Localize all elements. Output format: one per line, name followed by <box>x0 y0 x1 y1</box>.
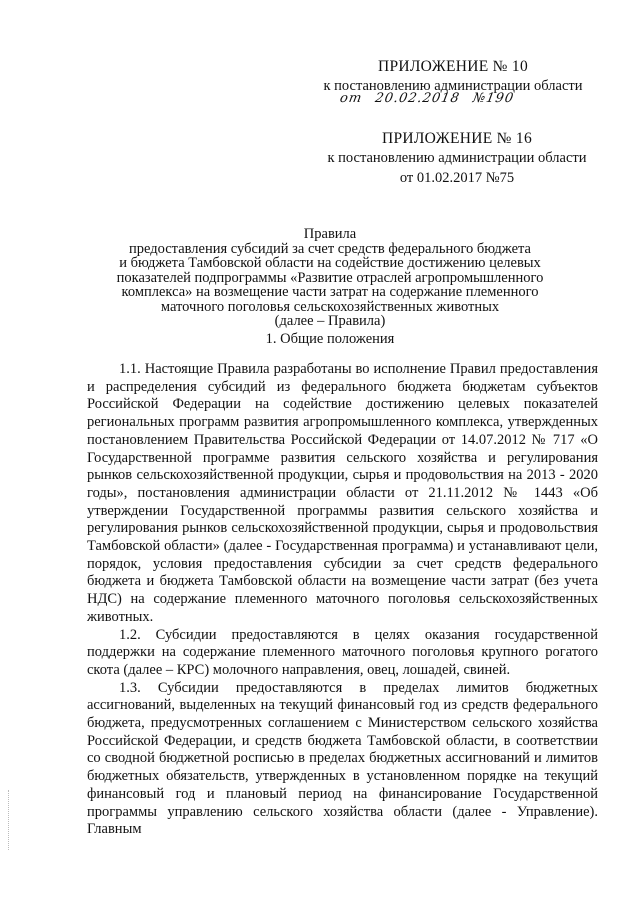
title-line: комплекса» на возмещение части затрат на содержание племенного <box>121 284 539 300</box>
title-line: и бюджета Тамбовской области на содействие достижению целевых <box>119 255 541 271</box>
paragraph-1-3: 1.3. Субсидии предоставляются в пределах лимитов бюджетных ассигнований, выделенных на текущий финансовый год из средств федерального бюджета, предусмотренных соглашением с Министерством сельского хозяйства Российской Федерации, и средств бюджета Тамбовской области, в соответствии со сводной бюджетной росписью в пределах бюджетных ассигнований и лимитов бюджетных обязательств, утвержденных в установленном порядке на текущий финансовый год и плановый период на финансирование Государственной программы управлению сельского хозяйства области (далее - Управление). Главным <box>87 679 598 838</box>
title-line: маточного поголовья сельскохозяйственных животных <box>160 298 500 315</box>
title-line: предоставления субсидий за счет средств федерального бюджета <box>129 240 531 257</box>
document-title <box>100 227 560 329</box>
appendix-16-title: ПРИЛОЖЕНИЕ № 16 <box>381 130 533 147</box>
section-heading: 1. Общие положения <box>265 331 395 347</box>
paragraph-1-2: 1.2. Субсидии предоставляются в целях оказания государственной поддержки на содержание племенного маточного поголовья крупного рогатого скота (далее – КРС) молочного направления, овец, лошадей, свиней. <box>87 626 598 678</box>
section-body <box>87 361 598 839</box>
appendix-16-date: от 01.02.2017 №75 <box>399 170 515 186</box>
appendix-16-block <box>322 130 592 188</box>
handwritten-date-number: от 20.02.2018 №190 <box>338 91 516 106</box>
title-line: показателей подпрограммы «Развитие отраслей агропромышленного <box>116 269 544 286</box>
appendix-10-title: ПРИЛОЖЕНИЕ № 10 <box>377 58 529 75</box>
title-line: (далее – Правила) <box>274 313 386 329</box>
appendix-16-subtitle: к постановлению администрации области <box>327 150 587 166</box>
scan-margin-marks <box>8 790 13 850</box>
appendix-10-subtitle: к постановлению администрации области <box>323 78 583 94</box>
title-line: Правила <box>303 226 357 242</box>
paragraph-1-1: 1.1. Настоящие Правила разработаны во исполнение Правил предоставления и распределения субсидий из федерального бюджета бюджетам субъектов Российской Федерации на содействие достижению целевых показателей региональных программ развития агропромышленного комплекса, утвержденных постановлением Правительства Российской Федерации от 14.07.2012 № 717 «О Государственной программе развития сельского хозяйства и регулирования рынков сельскохозяйственной продукции, сырья и продовольствия на 2013 - 2020 годы», постановления администрации области от 21.11.2012 № 1443 «Об утверждении Государственной программы развития сельского хозяйства и регулирования рынков сельскохозяйственной продукции, сырья и продовольствия Тамбовской области» (далее - Государственная программа) и устанавливают цели, порядок, условия предоставления субсидии за счет средств федерального бюджета и бюджета Тамбовской области на возмещение части затрат (без учета НДС) на содержание племенного маточного поголовья сельскохозяйственных животных. <box>87 361 598 625</box>
